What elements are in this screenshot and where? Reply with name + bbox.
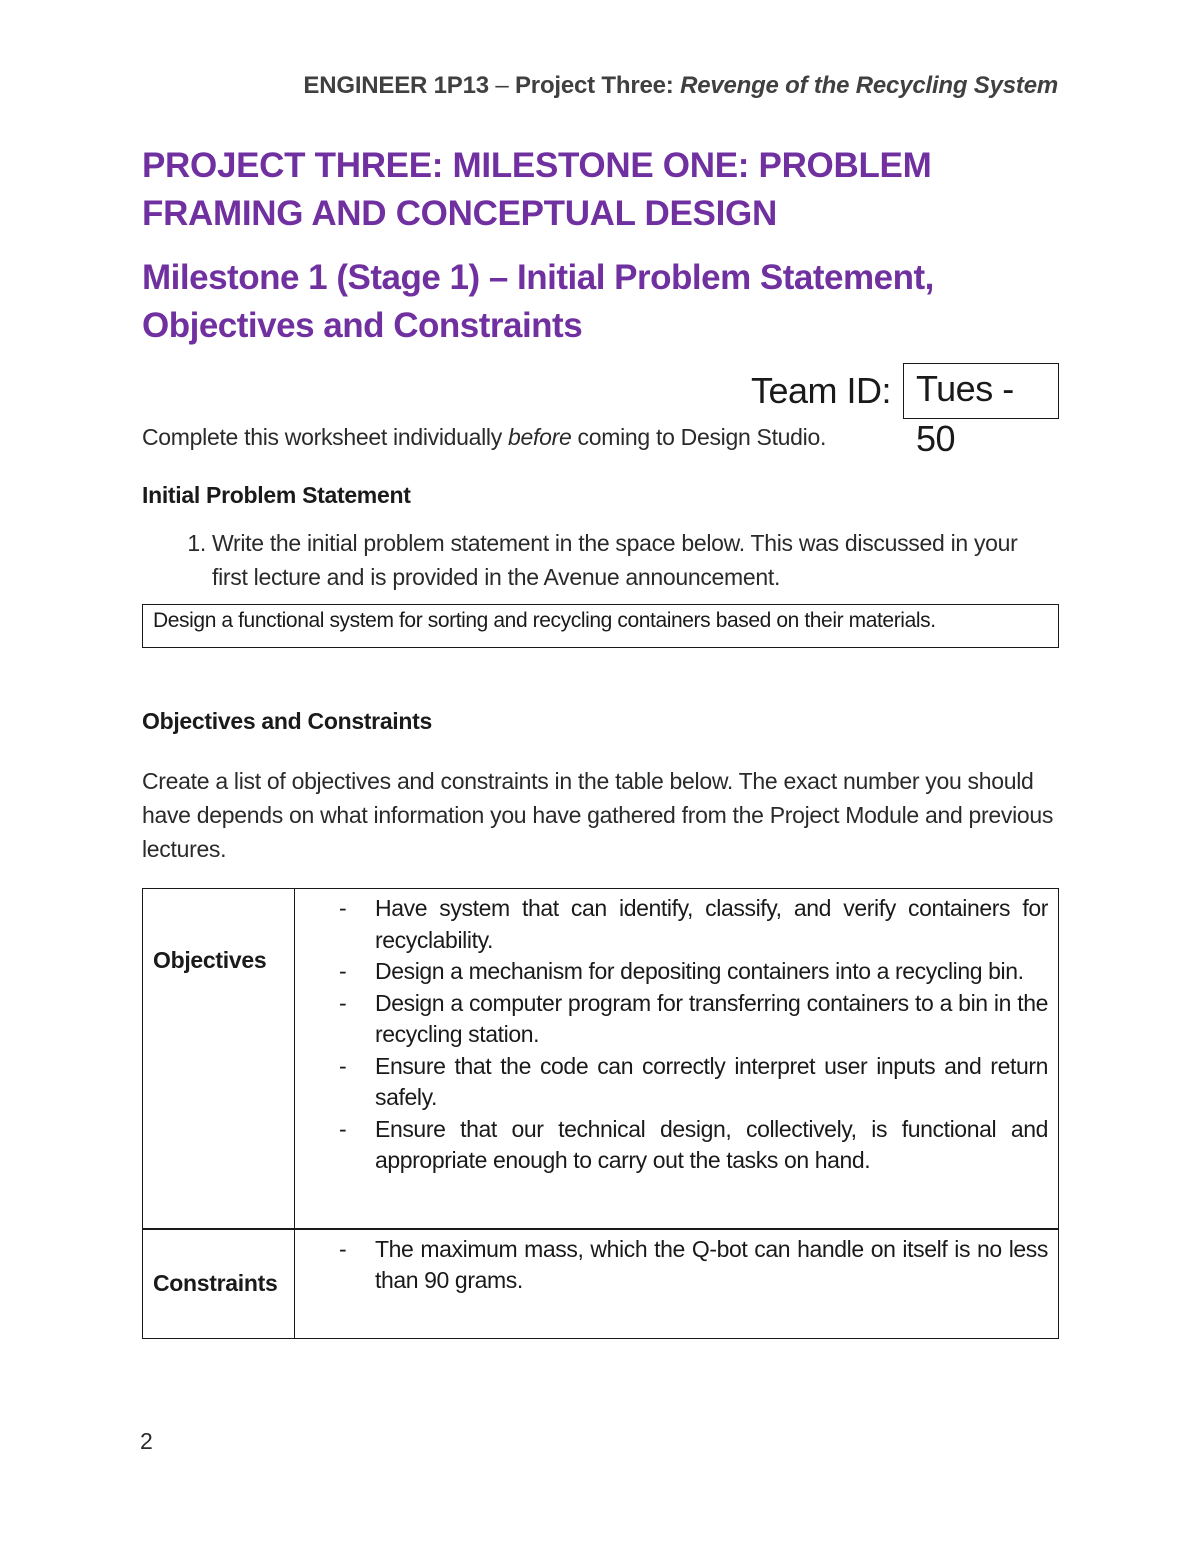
list-item bbox=[295, 1051, 1048, 1114]
page-number: 2 bbox=[140, 1428, 153, 1454]
objectives-list bbox=[295, 893, 1048, 1177]
problem-statement-answer-box[interactable]: Design a functional system for sorting and recycling containers based on their materials. bbox=[142, 604, 1059, 648]
constraints-label: Constraints bbox=[143, 1229, 295, 1339]
instruction-emphasis: before bbox=[508, 424, 572, 450]
objectives-constraints-table bbox=[142, 888, 1059, 1339]
dash-bullet: - bbox=[339, 895, 347, 921]
dash-bullet: - bbox=[339, 1115, 347, 1142]
objective-text: Design a mechanism for depositing containers into a recycling bin. bbox=[375, 958, 1024, 984]
question-text: Write the initial problem statement in the space below. This was discussed in your first lecture and is provided in the Avenue announcement. bbox=[212, 530, 1018, 590]
objectives-cell[interactable] bbox=[295, 889, 1059, 1229]
dash-bullet: - bbox=[339, 1052, 347, 1079]
objective-text: Ensure that the code can correctly interpret user inputs and return safely. bbox=[375, 1052, 1048, 1110]
course-code: ENGINEER 1P13 bbox=[303, 72, 489, 99]
running-header bbox=[303, 72, 1058, 100]
team-id-label: Team ID: bbox=[750, 370, 891, 411]
project-subtitle: Revenge of the Recycling System bbox=[680, 72, 1058, 99]
list-item bbox=[295, 1234, 1048, 1297]
dash-bullet: - bbox=[339, 1235, 347, 1262]
constraints-list bbox=[295, 1234, 1048, 1297]
instruction-text-end: coming to Design Studio. bbox=[571, 424, 827, 450]
objectives-constraints-intro: Create a list of objectives and constraints in the table below. The exact number you should have depends on what information you have gathered from the Project Module and previous lectures. bbox=[142, 768, 1054, 862]
page-title: PROJECT THREE: MILESTONE ONE: PROBLEM FRAMING AND CONCEPTUAL DESIGN bbox=[142, 146, 932, 233]
worksheet-instruction bbox=[142, 424, 826, 451]
constraints-row bbox=[143, 1229, 1059, 1339]
problem-statement-heading: Initial Problem Statement bbox=[142, 482, 411, 508]
milestone-subheading: Milestone 1 (Stage 1) – Initial Problem Statement, Objectives and Constraints bbox=[142, 258, 934, 345]
objectives-row bbox=[143, 889, 1059, 1229]
objective-text: Design a computer program for transferring containers to a bin in the recycling station. bbox=[375, 989, 1048, 1047]
team-id-row bbox=[750, 363, 1059, 459]
list-item bbox=[295, 1114, 1048, 1177]
constraint-text: The maximum mass, which the Q-bot can handle on itself is no less than 90 grams. bbox=[375, 1235, 1048, 1293]
objectives-constraints-heading: Objectives and Constraints bbox=[142, 708, 432, 734]
objectives-label: Objectives bbox=[143, 889, 295, 1229]
list-item bbox=[295, 893, 1048, 956]
header-separator: – bbox=[488, 72, 515, 99]
dash-bullet: - bbox=[339, 958, 347, 984]
list-item bbox=[295, 988, 1048, 1051]
project-label: Project Three: bbox=[515, 72, 674, 99]
dash-bullet: - bbox=[339, 989, 347, 1016]
instruction-text-start: Complete this worksheet individually bbox=[142, 424, 509, 450]
constraints-cell[interactable] bbox=[295, 1229, 1059, 1339]
list-item bbox=[295, 956, 1048, 988]
objective-text: Ensure that our technical design, collectively, is functional and appropriate enough to carry out the tasks on hand. bbox=[375, 1115, 1048, 1173]
numbered-question bbox=[142, 526, 1058, 594]
question-number: 1. bbox=[187, 530, 206, 556]
team-id-field[interactable]: Tues - 50 bbox=[903, 363, 1059, 419]
objective-text: Have system that can identify, classify, and verify containers for recyclability. bbox=[375, 895, 1048, 953]
